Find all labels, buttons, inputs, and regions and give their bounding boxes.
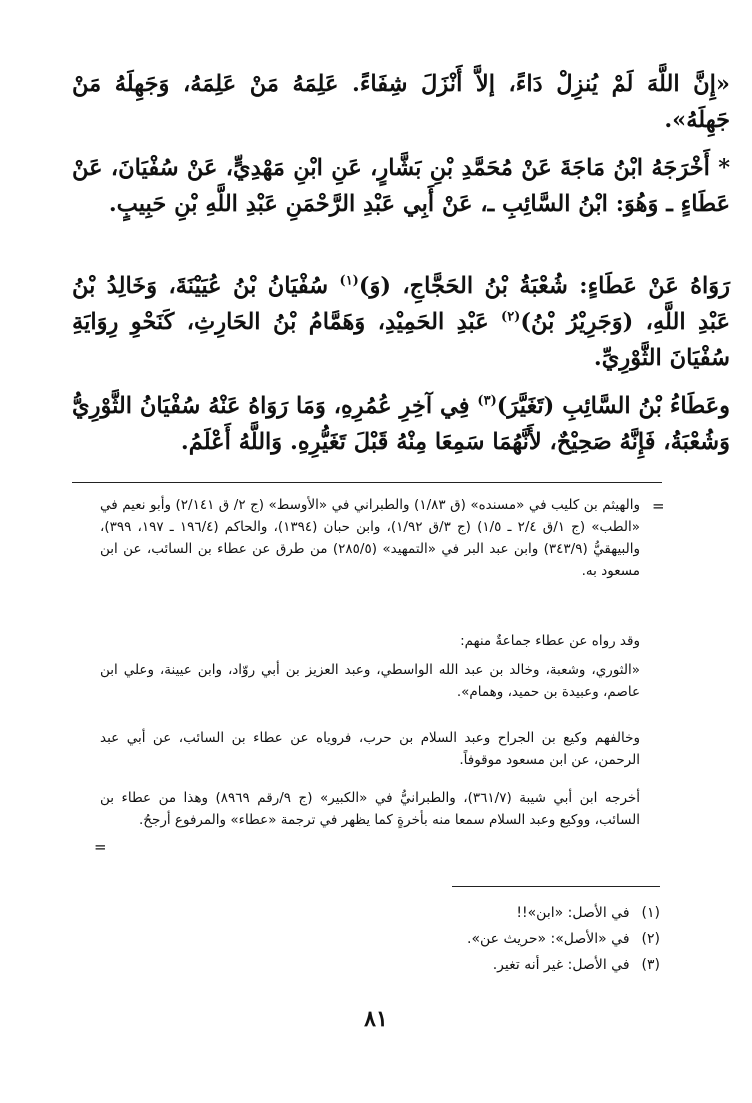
footnote-text-d: وخالفهم وكيع بن الجراح وعبد السلام بن حرب، فروياه عن عطاء بن السائب، عن أبي عبد الرحمن، عن ابن مسعود موقوفاً. <box>100 730 640 768</box>
footnote-continuation-e <box>100 787 640 831</box>
footnote-continuation-a <box>100 494 640 582</box>
ata-text <box>72 388 730 460</box>
footnote-continuation-d <box>100 727 640 771</box>
footnote-text: في الأصل: «ابن»!! <box>516 905 630 921</box>
takhrij-text: * أَخْرَجَهُ ابْنُ مَاجَةَ عَنْ مُحَمَّدِ بْنِ بَشَّارٍ، عَنِ ابْنِ مَهْدِيٍّ، عَنْ سُفْيَانَ، عَنْ عَطَاءٍ ـ وَهُوَ: ابْنُ السَّائِبِ ـ، عَنْ أَبِي عَبْدِ الرَّحْمَنِ عَبْدِ اللَّهِ بْنِ حَبِيبٍ. <box>72 155 730 217</box>
footnote-1 <box>467 900 660 926</box>
narrators-paragraph <box>72 268 730 376</box>
continuation-marker-end: = <box>94 838 107 856</box>
footnote-3 <box>467 952 660 978</box>
narrators-text-part2: سُفْيَانُ بْنُ عُيَيْنَةَ، وَخَالِدُ بْنُ عَبْدِ اللَّهِ، (وَجَرِيْرُ بْنُ) <box>72 273 730 335</box>
footnote-divider <box>72 482 662 483</box>
footnote-number: (٢) <box>641 931 660 947</box>
narrators-text <box>72 268 730 376</box>
takhrij-paragraph <box>72 150 730 222</box>
ata-text-part1: وعَطَاءُ بْنُ السَّائِبِ (تَغَيَّرَ) <box>496 393 730 419</box>
notes-divider <box>452 886 660 887</box>
narrators-text-part1: رَوَاهُ عَنْ عَطَاءٍ: شُعْبَةُ بْنُ الحَجَّاجِ، (وَ) <box>358 273 730 299</box>
footnote-ref-1: (١) <box>339 273 359 289</box>
footnote-text: في «الأصل»: «حريث عن». <box>467 931 630 947</box>
footnote-ref-2: (٢) <box>501 309 521 325</box>
footnote-number: (١) <box>641 905 660 921</box>
footnote-text: في الأصل: غير أنه تغير. <box>492 957 630 973</box>
ata-paragraph <box>72 388 730 460</box>
footnote-continuation-b <box>100 630 640 652</box>
footnote-2 <box>467 926 660 952</box>
narrators-text-part3: عَبْدِ الحَمِيْدِ، وَهَمَّامُ بْنُ الحَارِثِ، كَنَحْوِ رِوَايَةِ سُفْيَانَ الثَّوْرِيِّ. <box>72 309 730 371</box>
footnote-number: (٣) <box>641 957 660 973</box>
continuation-marker-start: = <box>652 497 665 515</box>
hadith-paragraph: «إِنَّ اللَّهَ لَمْ يُنزِلْ دَاءً، إلاَّ أَنْزَلَ شِفَاءً. عَلِمَهُ مَنْ عَلِمَهُ، وَجَهِلَهُ مَنْ جَهِلَهُ». <box>72 71 730 133</box>
page-number: ٨١ <box>364 1006 388 1032</box>
hadith-text <box>72 66 730 138</box>
footnotes-list <box>467 900 660 978</box>
footnote-text-c: «الثوري، وشعبة، وخالد بن عبد الله الواسطي، وعبد العزيز بن أبي روّاد، وابن عيينة، وعلي ابن عاصم، وعبيدة بن حميد، وهمام». <box>100 662 640 700</box>
ata-text-part2: فِي آخِرِ عُمُرِهِ، وَمَا رَوَاهُ عَنْهُ سُفْيَانُ الثَّوْرِيُّ وَشُعْبَةُ، فَإِنَّهُ صَحِيْحٌ، لأَنَّهُمَا سَمِعَا مِنْهُ قَبْلَ تَغَيُّرِهِ. وَاللَّهُ أَعْلَمُ. <box>72 393 730 455</box>
footnote-text-b: وقد رواه عن عطاء جماعةٌ منهم: <box>460 633 640 649</box>
footnote-text-e: أخرجه ابن أبي شيبة (٣٦١/٧)، والطبرانيُّ في «الكبير» (ج ٩/رقم ٨٩٦٩) وهذا من عطاء بن السائب، ووكيع وعبد السلام سمعا منه بأخرةٍ كما يظهر في ترجمة «عطاء» والمرفوع أرجحُ. <box>100 790 640 828</box>
footnote-text-a: والهيثم بن كليب في «مسنده» (ق ١/٨٣) والطبراني في «الأوسط» (ج ٢/ ق ٢/١٤١) وأبو نعيم في «الطب» (ج ١/ق ٢/٤ ـ ١/٥) (ج ٣/ق ١/٩٢)، وابن حبان (١٣٩٤)، والحاكم (١٩٦/٤ ـ ١٩٧، ٣٩٩)، والبيهقيُّ (٣٤٣/٩) وابن عبد البر في «التمهيد» (٢٨٥/٥) من طرق عن عطاء بن السائب، عن ابن مسعود به. <box>100 497 641 579</box>
footnote-continuation-c <box>100 659 640 703</box>
footnote-ref-3: (٣) <box>477 393 497 409</box>
